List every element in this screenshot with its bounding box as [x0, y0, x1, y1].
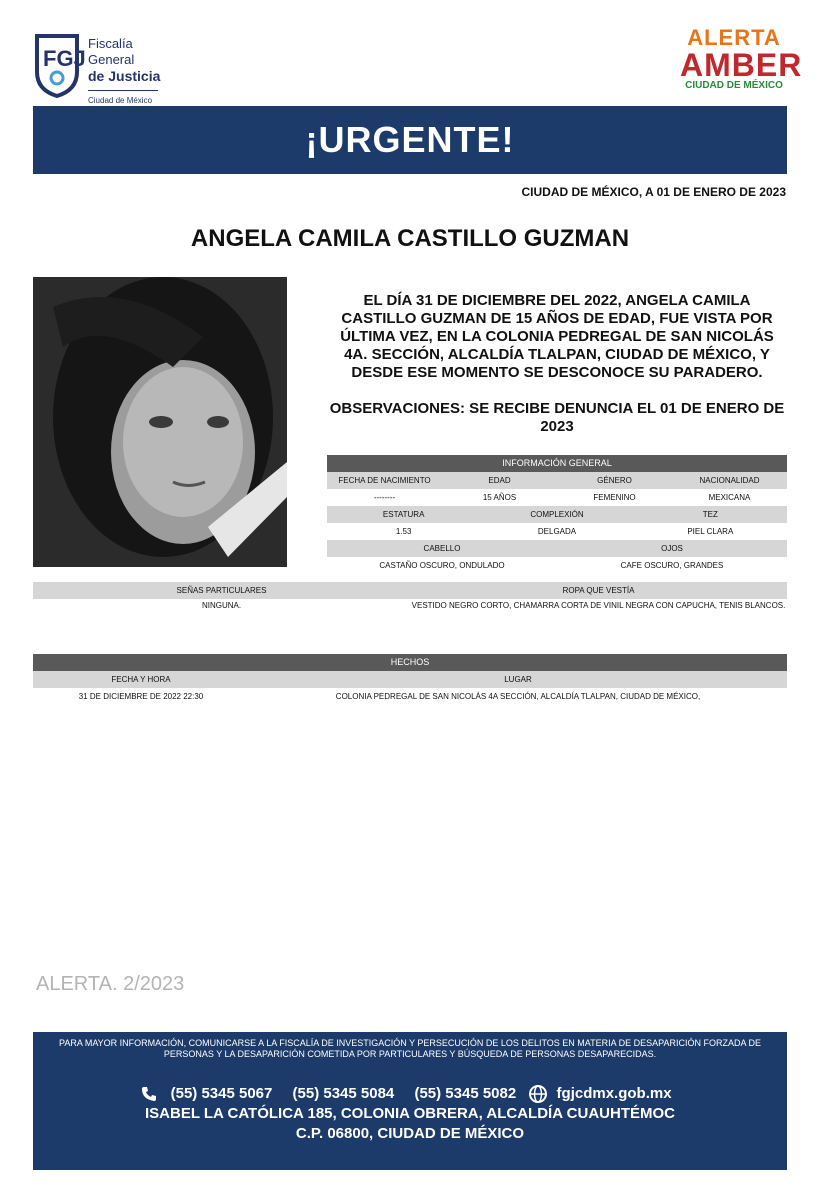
header-cell: ESTATURA [382, 510, 425, 519]
value-cell: CAFE OSCURO, GRANDES [620, 561, 724, 570]
fgj-line2: General [88, 52, 135, 67]
header-cell: GÉNERO [597, 476, 632, 485]
value-cell: DELGADA [537, 527, 577, 536]
value-cell: CASTAÑO OSCURO, ONDULADO [379, 561, 505, 570]
person-photo [33, 277, 287, 567]
fgj-line4: Ciudad de México [88, 96, 153, 105]
date-line: CIUDAD DE MÉXICO, A 01 DE ENERO DE 2023 [521, 185, 786, 199]
info-general-title: INFORMACIÓN GENERAL [327, 455, 787, 472]
header-cell: NACIONALIDAD [699, 476, 760, 485]
person-name: ANGELA CAMILA CASTILLO GUZMAN [190, 225, 630, 252]
header-cell: FECHA DE NACIMIENTO [338, 476, 431, 485]
header-cell: ROPA QUE VESTÍA [562, 586, 635, 595]
hechos-table [33, 654, 787, 705]
description: EL DÍA 31 DE DICIEMBRE DEL 2022, ANGELA CAMILA CASTILLO GUZMAN DE 15 AÑOS DE EDAD, FUE VISTA POR ÚLTIMA VEZ, EN LA COLONIA PEDREGAL DE SAN NICOLÁS 4A. SECCIÓN, ALCALDÍA TLALPAN, CIUDAD DE MÉXICO, Y DESDE ESE MOMENTO SE DESCONOCE SU PARADERO. [340, 292, 774, 381]
urgent-banner: ¡URGENTE! [33, 106, 787, 174]
info-value-row-1 [327, 489, 787, 506]
senas-value-row [33, 599, 787, 629]
website-link[interactable]: fgjcdmx.gob.mx [556, 1084, 672, 1102]
amber-line1: ALERTA [687, 25, 781, 50]
fgj-shield-icon [33, 32, 86, 98]
svg-text:FGJ: FGJ [43, 46, 86, 71]
senas-header-row [33, 582, 787, 599]
header-cell: SEÑAS PARTICULARES [176, 586, 267, 595]
value-cell: COLONIA PEDREGAL DE SAN NICOLÁS 4A SECCIÓN, ALCALDÍA TLALPAN, CIUDAD DE MÉXICO, [335, 692, 701, 701]
fgj-logo-text [88, 36, 160, 109]
alerta-amber-logo [680, 25, 803, 92]
footer-contacts [33, 1084, 787, 1104]
phone-2[interactable]: (55) 5345 5084 [292, 1084, 395, 1102]
globe-icon [528, 1084, 548, 1104]
address-line-1: ISABEL LA CATÓLICA 185, COLONIA OBRERA, ALCALDÍA CUAUHTÉMOC [144, 1105, 675, 1122]
info-header-row-3 [327, 540, 787, 557]
footer [33, 1032, 787, 1170]
amber-line3: CIUDAD DE MÉXICO [685, 80, 783, 91]
value-cell: 31 DE DICIEMBRE DE 2022 22:30 [78, 692, 204, 701]
value-cell: VESTIDO NEGRO CORTO, CHAMARRA CORTA DE VINIL NEGRA CON CAPUCHA, TENIS BLANCOS. [411, 601, 786, 610]
phone-3[interactable]: (55) 5345 5082 [414, 1084, 517, 1102]
senas-table [33, 582, 787, 629]
header-cell: TEZ [702, 510, 718, 519]
phone-1[interactable]: (55) 5345 5067 [170, 1084, 273, 1102]
value-cell: -------- [373, 493, 396, 502]
header-cell: COMPLEXIÓN [530, 510, 584, 519]
hechos-value-row [33, 688, 787, 705]
alert-number: ALERTA. 2/2023 [36, 973, 185, 995]
value-cell: NINGUNA. [201, 601, 242, 610]
info-general-table [327, 455, 787, 574]
info-header-row-2 [327, 506, 787, 523]
value-cell: 1.53 [395, 527, 412, 536]
value-cell: 15 AÑOS [482, 493, 517, 502]
info-value-row-2 [327, 523, 787, 540]
hechos-title: HECHOS [33, 654, 787, 671]
header-cell: OJOS [661, 544, 683, 553]
header-cell: FECHA Y HORA [111, 675, 171, 684]
info-value-row-3 [327, 557, 787, 574]
amber-line2: AMBER [680, 47, 803, 83]
header-cell: EDAD [488, 476, 511, 485]
fgj-line3: de Justicia [88, 68, 161, 84]
fgj-line1: Fiscalía [88, 36, 133, 51]
header-cell: CABELLO [423, 544, 461, 553]
info-header-row-1 [327, 472, 787, 489]
value-cell: MEXICANA [708, 493, 751, 502]
footer-address [33, 1104, 787, 1144]
observations: OBSERVACIONES: SE RECIBE DENUNCIA EL 01 DE ENERO DE 2023 [329, 400, 785, 435]
hechos-header-row [33, 671, 787, 688]
footer-info: PARA MAYOR INFORMACIÓN, COMUNICARSE A LA FISCALÍA DE INVESTIGACIÓN Y PERSECUCIÓN DE LOS DELITOS EN MATERIA DE DESAPARICIÓN FORZADA DE PERSONAS Y LA DESAPARICIÓN COMETIDA POR PARTICULARES Y BÚSQUEDA DE PERSONAS DESAPARECIDAS. [59, 1038, 761, 1059]
phone-icon [140, 1085, 158, 1103]
value-cell: FEMENINO [593, 493, 636, 502]
address-line-2: C.P. 06800, CIUDAD DE MÉXICO [295, 1125, 525, 1142]
header-cell: LUGAR [504, 675, 532, 684]
value-cell: PIEL CLARA [687, 527, 734, 536]
